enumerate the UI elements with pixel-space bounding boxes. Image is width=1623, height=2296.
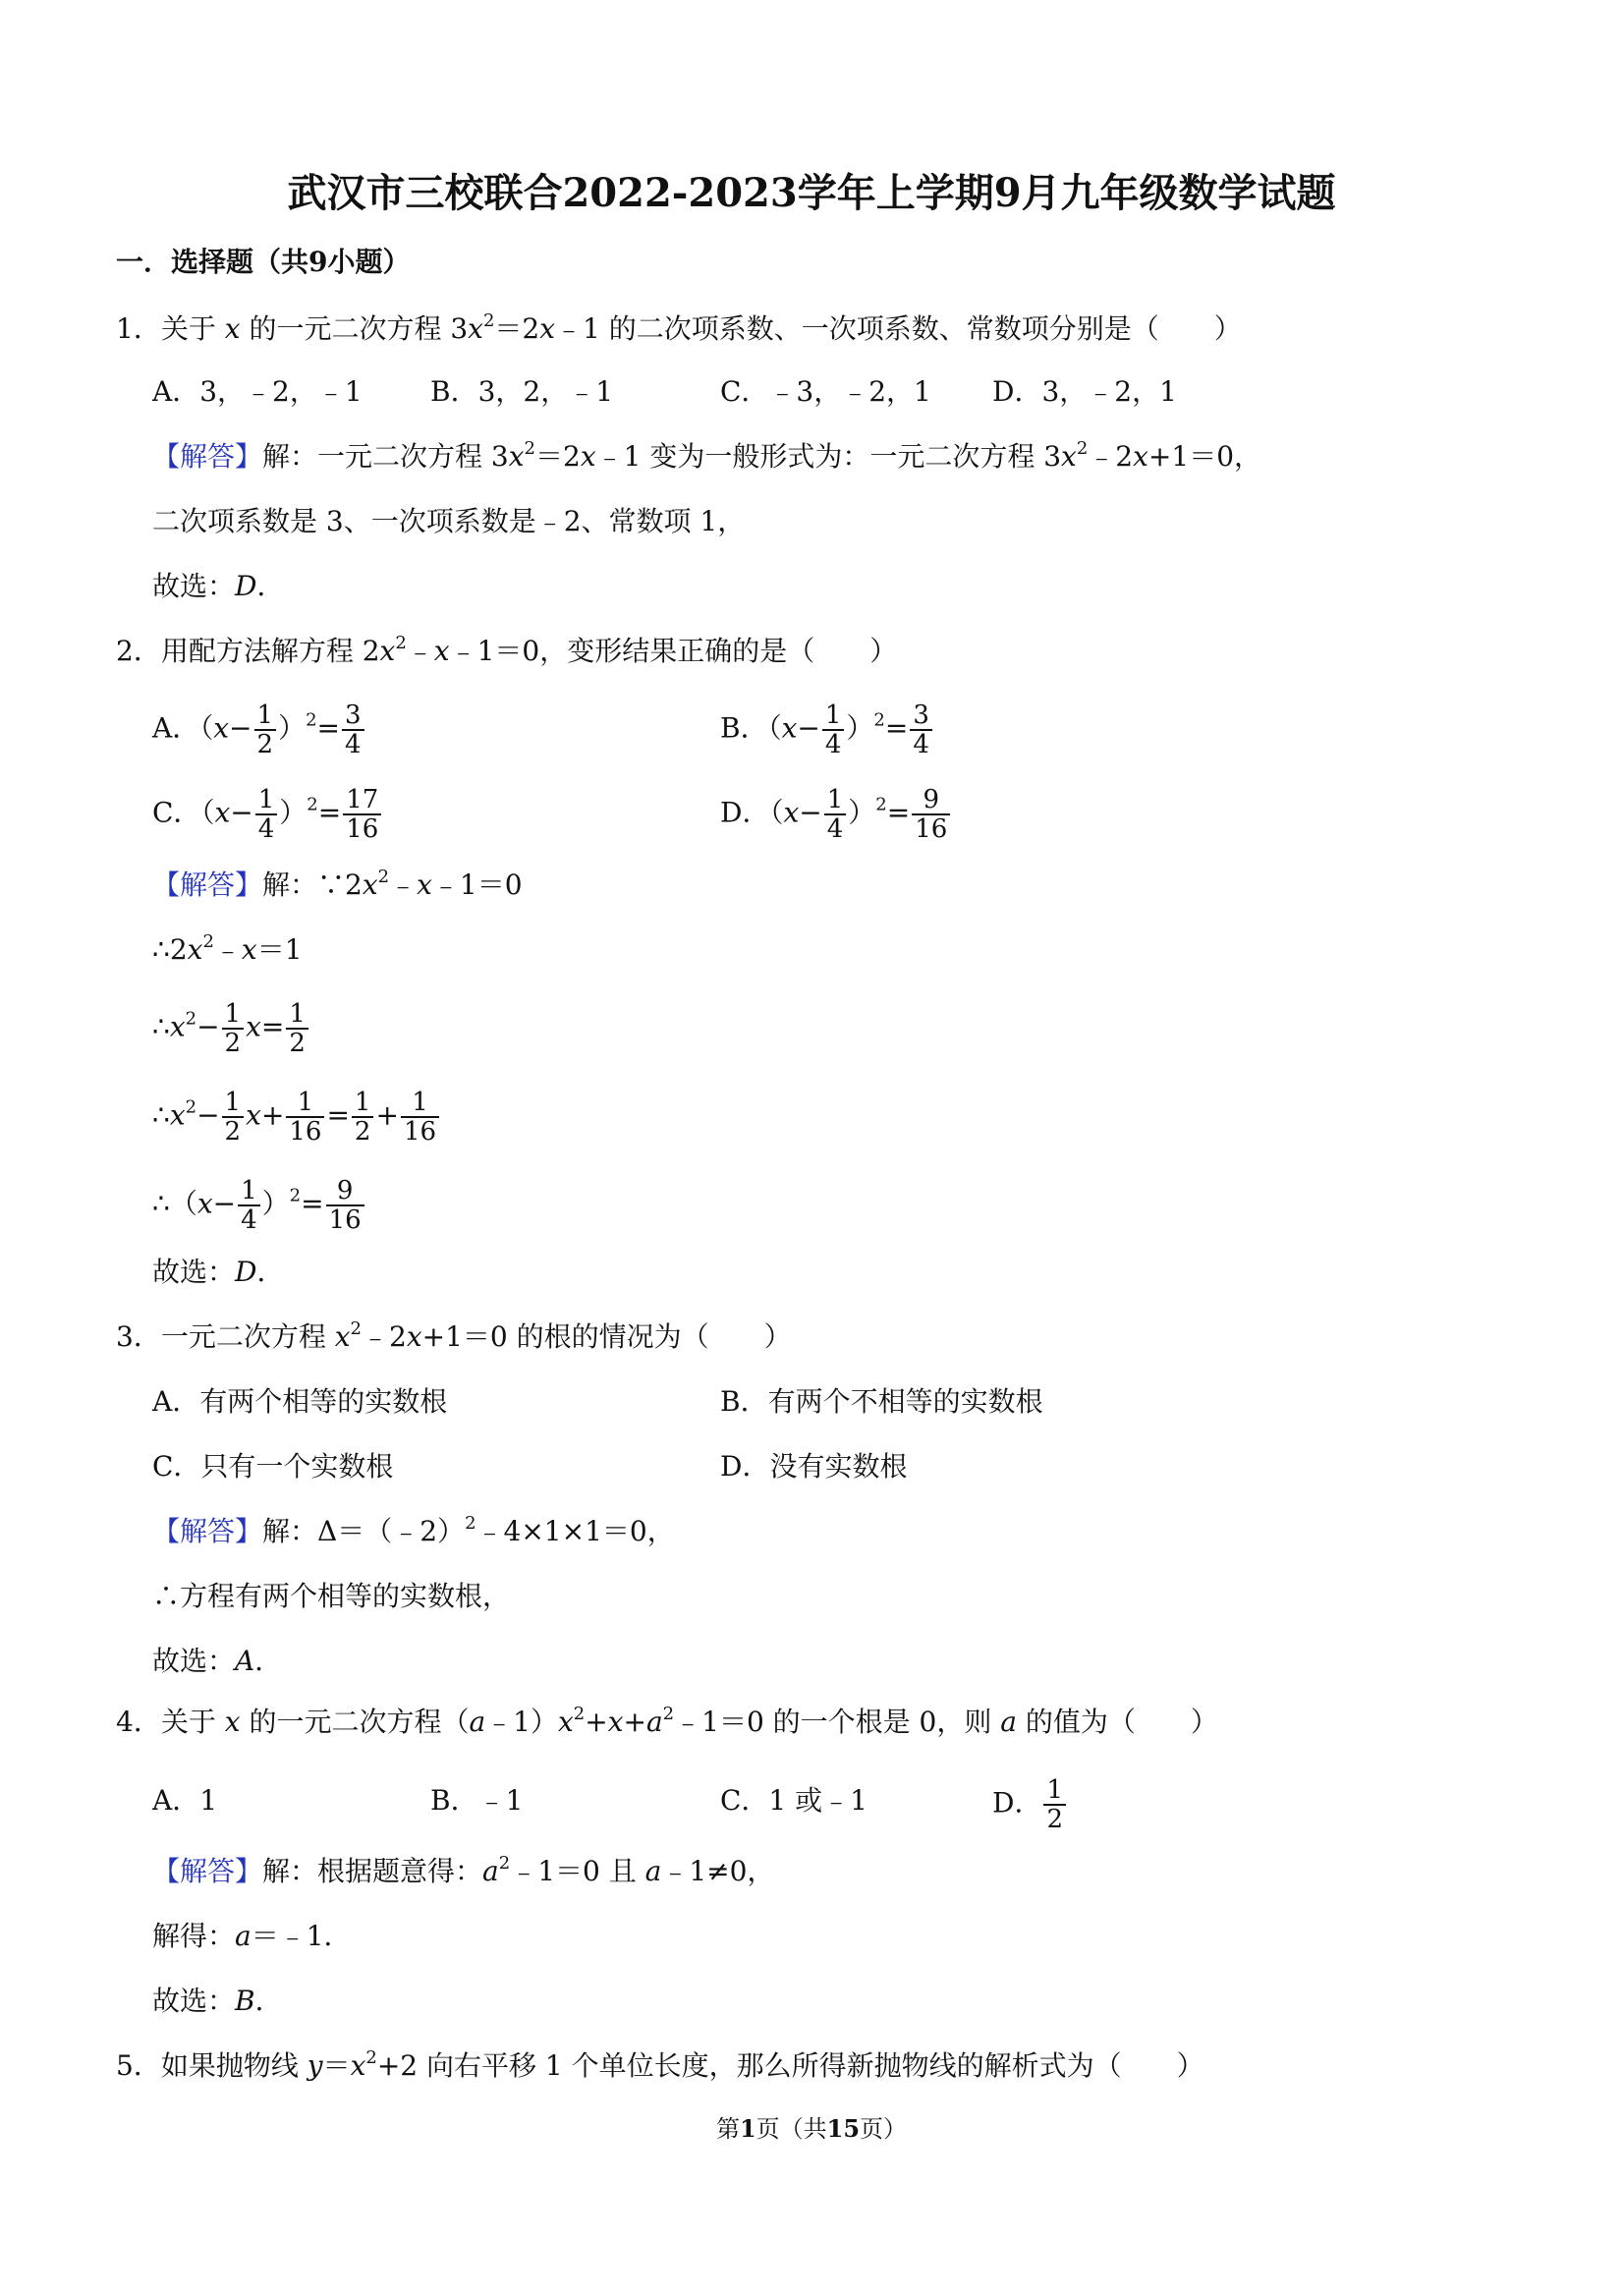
question-2-options-row-1 xyxy=(0,701,1623,760)
solution-tag: 【解答】 xyxy=(152,868,263,901)
question-4-solution-line-2: 解得：a＝﹣1． xyxy=(152,1920,352,1952)
option-c[interactable]: C．只有一个实数根 xyxy=(152,1450,394,1483)
option-b[interactable]: B．（x− $\frac{1}{4}$ ）$^2$= $\frac{3}{4}$ xyxy=(720,701,934,758)
question-1-answer: 故选：D． xyxy=(152,570,285,602)
fraction: $\frac{1}{2}$ xyxy=(286,1000,308,1057)
option-c[interactable]: C．（x− $\frac{1}{4}$ ）$^2$= $\frac{17}{16}$ xyxy=(152,786,383,843)
option-d[interactable]: D．（x− $\frac{1}{4}$ ）$^2$= $\frac{9}{16}$ xyxy=(720,786,952,843)
fraction: $\frac{1}{4}$ xyxy=(238,1177,260,1234)
fraction: $\frac{3}{4}$ xyxy=(910,701,932,758)
question-2-answer: 故选：D． xyxy=(152,1256,285,1288)
fraction: $\frac{1}{16}$ xyxy=(401,1089,439,1146)
question-2-options-row-2 xyxy=(0,786,1623,845)
solution-tag: 【解答】 xyxy=(152,440,263,473)
question-4-answer: 故选：B． xyxy=(152,1985,283,2017)
question-1-solution-line-2: 二次项系数是 3、一次项系数是﹣2、常数项 1， xyxy=(152,505,746,537)
fraction: $\frac{1}{2}$ xyxy=(1043,1776,1066,1833)
option-b[interactable]: B．3，2，﹣1 xyxy=(430,375,614,408)
question-1-options xyxy=(0,375,1623,415)
fraction: $\frac{3}{4}$ xyxy=(342,701,364,758)
question-2-solution-line-2: $\therefore 2x^2﹣x=1$ xyxy=(152,931,303,966)
fraction: $\frac{1}{2}$ xyxy=(254,701,277,758)
option-c[interactable]: C．1 或﹣1 xyxy=(720,1784,867,1817)
option-d[interactable]: D．没有实数根 xyxy=(720,1450,908,1483)
option-a[interactable]: A．1 xyxy=(152,1784,218,1817)
option-d[interactable]: D．3，﹣2，1 xyxy=(992,375,1177,408)
section-heading: 一．选择题（共9小题） xyxy=(116,246,411,278)
question-5-stem: 5．如果抛物线 $y=x^2+2$ 向右平移 1 个单位长度，那么所得新抛物线的解析式为（ ） xyxy=(116,2047,1204,2082)
page-title: 武汉市三校联合2022-2023学年上学期9月九年级数学试题 xyxy=(287,170,1336,216)
option-a[interactable]: A．3，﹣2，﹣1 xyxy=(152,375,363,408)
option-c[interactable]: C．﹣3，﹣2，1 xyxy=(720,375,931,408)
question-1-solution-line-1: 【解答】解：一元二次方程 $3x^2=2x﹣1$ 变为一般形式为：一元二次方程 $3x^2﹣2x+1=0$， xyxy=(152,438,1262,473)
question-4-solution-line-1: 【解答】解：根据题意得：$a^2﹣1=0$ 且 a﹣1≠0， xyxy=(152,1853,775,1887)
option-a[interactable]: A．有两个相等的实数根 xyxy=(152,1385,448,1418)
question-4-stem: 4．关于 x 的一元二次方程$(a﹣1)x^2+x+a^2﹣1=0$ 的一个根是 0，则 a 的值为（ ） xyxy=(116,1704,1218,1738)
question-2-solution-line-1: 【解答】解：$\because 2x^2﹣x﹣1=0$ xyxy=(152,867,523,901)
option-b[interactable]: B．﹣1 xyxy=(430,1784,524,1817)
fraction: $\frac{9}{16}$ xyxy=(912,786,950,843)
question-3-solution-line-2: ∴方程有两个相等的实数根， xyxy=(152,1580,511,1612)
option-d[interactable]: D． $\frac{1}{2}$ xyxy=(992,1776,1068,1833)
question-1-stem: 1．关于 x 的一元二次方程 $3x^2=2x﹣1$ 的二次项系数、一次项系数、常数项分别是（ ） xyxy=(116,310,1242,345)
question-3-answer: 故选：A． xyxy=(152,1645,283,1677)
option-a[interactable]: A．（x− $\frac{1}{2}$ ）$^2$= $\frac{3}{4}$ xyxy=(152,701,366,758)
fraction: $\frac{1}{4}$ xyxy=(822,701,845,758)
question-2-solution-line-3: $\therefore x^2-$ $\frac{1}{2}$ x= $\frac{1}{2}$ xyxy=(152,1000,310,1059)
fraction: $\frac{1}{2}$ xyxy=(352,1089,374,1146)
question-2-stem: 2．用配方法解方程 $2x^2﹣x﹣1=0$，变形结果正确的是（ ） xyxy=(116,633,898,667)
question-3-stem: 3．一元二次方程 $x^2﹣2x+1=0$ 的根的情况为（ ） xyxy=(116,1318,792,1353)
question-2-solution-line-4: $\therefore x^2-$ $\frac{1}{2}$ x+ $\frac{1}{16}$ = $\frac{1}{2}$ + $\frac{1}{16}$ xyxy=(152,1089,441,1148)
question-3-options-row-1 xyxy=(0,1385,1623,1425)
question-2-solution-line-5: ∴（x− $\frac{1}{4}$ ）$^2$= $\frac{9}{16}$ xyxy=(152,1177,366,1236)
page-footer: 第1页（共15页） xyxy=(715,2114,908,2143)
question-3-options-row-2 xyxy=(0,1450,1623,1489)
question-4-options xyxy=(0,1776,1623,1835)
fraction: $\frac{9}{16}$ xyxy=(326,1177,364,1234)
solution-tag: 【解答】 xyxy=(152,1855,263,1887)
fraction: $\frac{1}{4}$ xyxy=(824,786,847,843)
question-3-solution-line-1: 【解答】解：Δ＝（﹣2）$^2$﹣4×1×1＝0， xyxy=(152,1513,675,1547)
fraction: $\frac{17}{16}$ xyxy=(343,786,381,843)
fraction: $\frac{1}{16}$ xyxy=(286,1089,324,1146)
option-b[interactable]: B．有两个不相等的实数根 xyxy=(720,1385,1043,1418)
fraction: $\frac{1}{4}$ xyxy=(255,786,278,843)
fraction: $\frac{1}{2}$ xyxy=(222,1089,245,1146)
fraction: $\frac{1}{2}$ xyxy=(222,1000,245,1057)
solution-tag: 【解答】 xyxy=(152,1515,263,1547)
